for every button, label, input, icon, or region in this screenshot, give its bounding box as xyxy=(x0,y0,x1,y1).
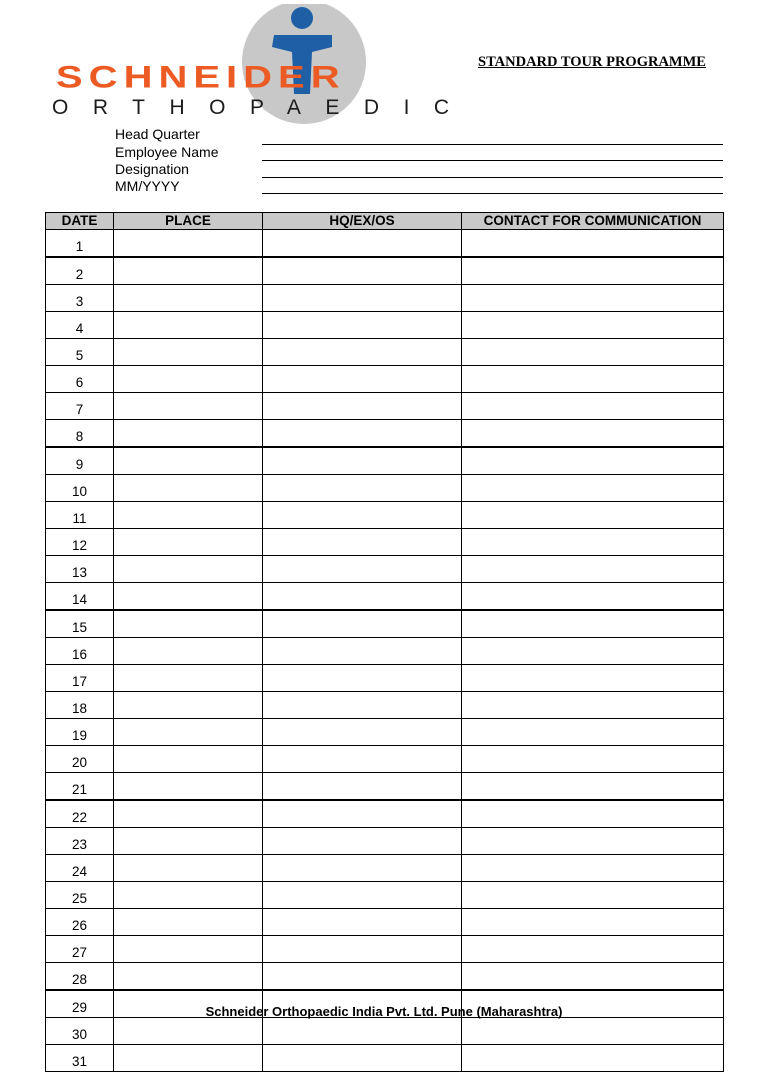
date-cell: 2 xyxy=(46,257,114,285)
logo-figure-head xyxy=(291,7,313,29)
table-row xyxy=(46,828,724,855)
date-cell: 14 xyxy=(46,583,114,611)
place-cell[interactable] xyxy=(114,475,263,502)
place-cell[interactable] xyxy=(114,257,263,285)
header-place: PLACE xyxy=(114,213,263,230)
hq-ex-os-cell[interactable] xyxy=(263,502,462,529)
place-cell[interactable] xyxy=(114,502,263,529)
hq-ex-os-cell[interactable] xyxy=(263,882,462,909)
hq-ex-os-cell[interactable] xyxy=(263,257,462,285)
place-cell[interactable] xyxy=(114,638,263,665)
field-line-head-quarter[interactable] xyxy=(262,144,723,145)
date-cell: 10 xyxy=(46,475,114,502)
date-cell: 7 xyxy=(46,393,114,420)
hq-ex-os-cell[interactable] xyxy=(263,936,462,963)
hq-ex-os-cell[interactable] xyxy=(263,529,462,556)
field-label-employee-name: Employee Name xyxy=(115,144,219,160)
date-cell: 28 xyxy=(46,963,114,991)
table-row xyxy=(46,257,724,285)
hq-ex-os-cell[interactable] xyxy=(263,1045,462,1072)
contact-cell[interactable] xyxy=(462,746,724,773)
date-cell: 23 xyxy=(46,828,114,855)
brand-name: SCHNEIDER xyxy=(56,60,346,95)
contact-cell[interactable] xyxy=(462,366,724,393)
table-row xyxy=(46,936,724,963)
table-row xyxy=(46,366,724,393)
date-cell: 17 xyxy=(46,665,114,692)
contact-cell[interactable] xyxy=(462,909,724,936)
table-row xyxy=(46,800,724,828)
place-cell[interactable] xyxy=(114,665,263,692)
hq-ex-os-cell[interactable] xyxy=(263,963,462,991)
contact-cell[interactable] xyxy=(462,800,724,828)
table-row xyxy=(46,1045,724,1072)
table-row xyxy=(46,882,724,909)
place-cell[interactable] xyxy=(114,447,263,475)
contact-cell[interactable] xyxy=(462,882,724,909)
date-cell: 29 xyxy=(46,990,114,1018)
field-label-month-year: MM/YYYY xyxy=(115,178,180,194)
date-cell: 24 xyxy=(46,855,114,882)
table-row xyxy=(46,285,724,312)
contact-cell[interactable] xyxy=(462,692,724,719)
field-label-head-quarter: Head Quarter xyxy=(115,126,200,142)
hq-ex-os-cell[interactable] xyxy=(263,339,462,366)
contact-cell[interactable] xyxy=(462,447,724,475)
table-row xyxy=(46,719,724,746)
contact-cell[interactable] xyxy=(462,665,724,692)
table-row xyxy=(46,963,724,991)
hq-ex-os-cell[interactable] xyxy=(263,855,462,882)
place-cell[interactable] xyxy=(114,556,263,583)
contact-cell[interactable] xyxy=(462,963,724,991)
contact-cell[interactable] xyxy=(462,583,724,611)
hq-ex-os-cell[interactable] xyxy=(263,773,462,801)
table-row xyxy=(46,773,724,801)
table-row xyxy=(46,529,724,556)
contact-cell[interactable] xyxy=(462,529,724,556)
table-row xyxy=(46,420,724,448)
hq-ex-os-cell[interactable] xyxy=(263,692,462,719)
hq-ex-os-cell[interactable] xyxy=(263,800,462,828)
hq-ex-os-cell[interactable] xyxy=(263,285,462,312)
place-cell[interactable] xyxy=(114,882,263,909)
hq-ex-os-cell[interactable] xyxy=(263,719,462,746)
date-cell: 13 xyxy=(46,556,114,583)
table-header-row xyxy=(46,213,724,230)
table-row xyxy=(46,583,724,611)
place-cell[interactable] xyxy=(114,420,263,448)
contact-cell[interactable] xyxy=(462,285,724,312)
date-cell: 15 xyxy=(46,610,114,638)
table-row xyxy=(46,502,724,529)
contact-cell[interactable] xyxy=(462,420,724,448)
table-row xyxy=(46,339,724,366)
date-cell: 3 xyxy=(46,285,114,312)
date-cell: 16 xyxy=(46,638,114,665)
place-cell[interactable] xyxy=(114,230,263,258)
place-cell[interactable] xyxy=(114,855,263,882)
document-title: STANDARD TOUR PROGRAMME xyxy=(478,54,706,70)
contact-cell[interactable] xyxy=(462,339,724,366)
date-cell: 12 xyxy=(46,529,114,556)
date-cell: 11 xyxy=(46,502,114,529)
place-cell[interactable] xyxy=(114,529,263,556)
date-cell: 8 xyxy=(46,420,114,448)
place-cell[interactable] xyxy=(114,828,263,855)
date-cell: 4 xyxy=(46,312,114,339)
place-cell[interactable] xyxy=(114,909,263,936)
brand-subtitle: ORTHOPAEDIC xyxy=(52,96,474,119)
place-cell[interactable] xyxy=(114,746,263,773)
place-cell[interactable] xyxy=(114,393,263,420)
date-cell: 1 xyxy=(46,230,114,258)
place-cell[interactable] xyxy=(114,610,263,638)
hq-ex-os-cell[interactable] xyxy=(263,556,462,583)
contact-cell[interactable] xyxy=(462,773,724,801)
header-date: DATE xyxy=(46,213,114,230)
hq-ex-os-cell[interactable] xyxy=(263,583,462,611)
place-cell[interactable] xyxy=(114,692,263,719)
place-cell[interactable] xyxy=(114,719,263,746)
place-cell[interactable] xyxy=(114,339,263,366)
place-cell[interactable] xyxy=(114,963,263,991)
contact-cell[interactable] xyxy=(462,638,724,665)
contact-cell[interactable] xyxy=(462,936,724,963)
table-row xyxy=(46,665,724,692)
date-cell: 26 xyxy=(46,909,114,936)
hq-ex-os-cell[interactable] xyxy=(263,828,462,855)
place-cell[interactable] xyxy=(114,312,263,339)
hq-ex-os-cell[interactable] xyxy=(263,638,462,665)
table-body xyxy=(46,230,724,1072)
table-row xyxy=(46,230,724,258)
hq-ex-os-cell[interactable] xyxy=(263,230,462,258)
date-cell: 18 xyxy=(46,692,114,719)
hq-ex-os-cell[interactable] xyxy=(263,610,462,638)
contact-cell[interactable] xyxy=(462,610,724,638)
hq-ex-os-cell[interactable] xyxy=(263,312,462,339)
table-row xyxy=(46,638,724,665)
table-row xyxy=(46,692,724,719)
hq-ex-os-cell[interactable] xyxy=(263,420,462,448)
date-cell: 25 xyxy=(46,882,114,909)
contact-cell[interactable] xyxy=(462,1018,724,1045)
contact-cell[interactable] xyxy=(462,1045,724,1072)
place-cell[interactable] xyxy=(114,800,263,828)
hq-ex-os-cell[interactable] xyxy=(263,393,462,420)
hq-ex-os-cell[interactable] xyxy=(263,447,462,475)
table-row xyxy=(46,447,724,475)
header-contact: CONTACT FOR COMMUNICATION xyxy=(462,213,724,230)
hq-ex-os-cell[interactable] xyxy=(263,366,462,393)
place-cell[interactable] xyxy=(114,1045,263,1072)
footer-company-address: Schneider Orthopaedic India Pvt. Ltd. Pune (Maharashtra) xyxy=(205,1004,563,1019)
field-line-employee-name[interactable] xyxy=(262,160,723,161)
table-row xyxy=(46,556,724,583)
hq-ex-os-cell[interactable] xyxy=(263,665,462,692)
date-cell: 6 xyxy=(46,366,114,393)
contact-cell[interactable] xyxy=(462,475,724,502)
hq-ex-os-cell[interactable] xyxy=(263,1018,462,1045)
hq-ex-os-cell[interactable] xyxy=(263,909,462,936)
date-cell: 21 xyxy=(46,773,114,801)
place-cell[interactable] xyxy=(114,583,263,611)
header-hq-ex-os: HQ/EX/OS xyxy=(263,213,462,230)
date-cell: 31 xyxy=(46,1045,114,1072)
table-row xyxy=(46,475,724,502)
date-cell: 22 xyxy=(46,800,114,828)
table-row xyxy=(46,1018,724,1045)
date-cell: 5 xyxy=(46,339,114,366)
table-row xyxy=(46,610,724,638)
contact-cell[interactable] xyxy=(462,828,724,855)
contact-cell[interactable] xyxy=(462,719,724,746)
field-line-month-year[interactable] xyxy=(262,193,723,194)
contact-cell[interactable] xyxy=(462,257,724,285)
place-cell[interactable] xyxy=(114,1018,263,1045)
date-cell: 19 xyxy=(46,719,114,746)
table-row xyxy=(46,393,724,420)
contact-cell[interactable] xyxy=(462,393,724,420)
company-logo xyxy=(50,4,474,124)
hq-ex-os-cell[interactable] xyxy=(263,746,462,773)
date-cell: 20 xyxy=(46,746,114,773)
date-cell: 27 xyxy=(46,936,114,963)
table-row xyxy=(46,746,724,773)
date-cell: 30 xyxy=(46,1018,114,1045)
contact-cell[interactable] xyxy=(462,556,724,583)
contact-cell[interactable] xyxy=(462,312,724,339)
field-label-designation: Designation xyxy=(115,161,189,177)
table-row xyxy=(46,312,724,339)
place-cell[interactable] xyxy=(114,773,263,801)
field-line-designation[interactable] xyxy=(262,177,723,178)
hq-ex-os-cell[interactable] xyxy=(263,475,462,502)
place-cell[interactable] xyxy=(114,285,263,312)
date-cell: 9 xyxy=(46,447,114,475)
table-row xyxy=(46,909,724,936)
tour-table xyxy=(45,212,724,1072)
contact-cell[interactable] xyxy=(462,230,724,258)
contact-cell[interactable] xyxy=(462,502,724,529)
place-cell[interactable] xyxy=(114,366,263,393)
table-row xyxy=(46,855,724,882)
place-cell[interactable] xyxy=(114,936,263,963)
contact-cell[interactable] xyxy=(462,855,724,882)
